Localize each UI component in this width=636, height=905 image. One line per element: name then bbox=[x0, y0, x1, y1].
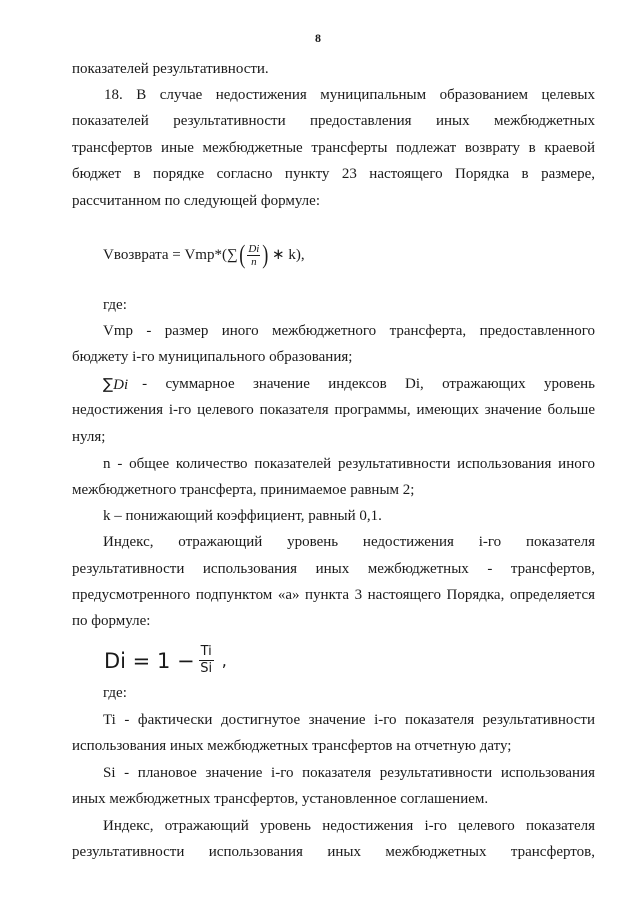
index-paragraph-line: результативности использования иных межбюджетных - трансфертов, bbox=[72, 561, 595, 577]
vmp-definition-line: Vmp - размер иного межбюджетного трансферта, предоставленного bbox=[103, 323, 595, 339]
sum-symbol: ∑ bbox=[226, 247, 238, 263]
ti-definition-line: использования иных межбюджетных трансфертов на отчетную дату; bbox=[72, 738, 512, 754]
where-label: где: bbox=[103, 297, 127, 313]
n-definition-line: n - общее количество показателей результативности использования иного bbox=[103, 456, 595, 472]
formula-lhs: Vвозврата = Vmp*( bbox=[103, 247, 227, 263]
sum-symbol: ∑ bbox=[103, 375, 114, 393]
formula-index-di bbox=[104, 644, 227, 677]
di-variable: Di bbox=[113, 377, 129, 393]
fraction-denominator: Si bbox=[200, 661, 213, 676]
paragraph-18-line: 18. В случае недостижения муниципальным образованием целевых bbox=[104, 87, 595, 103]
formula-tail: , bbox=[221, 651, 227, 670]
fraction-numerator: Ti bbox=[200, 644, 212, 659]
index-paragraph-line: предусмотренного подпунктом «а» пункта 3 настоящего Порядка, определяется bbox=[72, 587, 595, 603]
formula-tail: ∗ k), bbox=[272, 247, 305, 263]
si-definition-line: иных межбюджетных трансфертов, установленное соглашением. bbox=[72, 791, 489, 807]
page-number: 8 bbox=[315, 31, 321, 45]
last-paragraph-line: Индекс, отражающий уровень недостижения i-го целевого показателя bbox=[103, 818, 595, 834]
text-line: трансфертов иные межбюджетные трансферты подлежат возврату в краевой bbox=[72, 140, 595, 156]
k-definition-line: k – понижающий коэффициент, равный 0,1. bbox=[103, 508, 382, 524]
text-line: показателей результативности предоставления иных межбюджетных bbox=[72, 113, 595, 129]
text-line: рассчитанном по следующей формуле: bbox=[72, 193, 320, 209]
text-line: бюджет в порядке согласно пункту 23 настоящего Порядка в размере, bbox=[72, 166, 595, 182]
sum-di-definition-line: недостижения i-го целевого показателя программы, имеющих значение больше bbox=[72, 402, 595, 418]
paren-open: ( bbox=[238, 240, 246, 269]
text-line: показателей результативности. bbox=[72, 61, 269, 77]
fraction-numerator: Di bbox=[248, 242, 260, 255]
sum-di-text: - суммарное значение индексов Di, отражающих уровень bbox=[142, 376, 595, 392]
sum-di-definition-line bbox=[103, 375, 595, 394]
paren-close: ) bbox=[262, 240, 269, 269]
formula-lhs: Di = 1 − bbox=[104, 648, 195, 673]
where-label: где: bbox=[103, 685, 127, 701]
ti-definition-line: Ti - фактически достигнутое значение i-го показателя результативности bbox=[103, 712, 595, 728]
fraction-denominator: n bbox=[251, 255, 257, 268]
sum-di-term bbox=[103, 375, 128, 394]
index-paragraph-line: Индекс, отражающий уровень недостижения i-го показателя bbox=[103, 534, 595, 550]
n-definition-line: межбюджетного трансферта, принимаемое равным 2; bbox=[72, 482, 415, 498]
sum-di-definition-line: нуля; bbox=[72, 429, 106, 445]
last-paragraph-line: результативности использования иных межбюджетных трансфертов, bbox=[72, 844, 595, 860]
si-definition-line: Si - плановое значение i-го показателя результативности использования bbox=[103, 765, 595, 781]
fraction bbox=[199, 644, 214, 677]
formula-return-amount bbox=[103, 240, 305, 270]
vmp-definition-line: бюджету i-го муниципального образования; bbox=[72, 349, 353, 365]
index-paragraph-line: по формуле: bbox=[72, 613, 151, 629]
fraction bbox=[247, 243, 260, 268]
